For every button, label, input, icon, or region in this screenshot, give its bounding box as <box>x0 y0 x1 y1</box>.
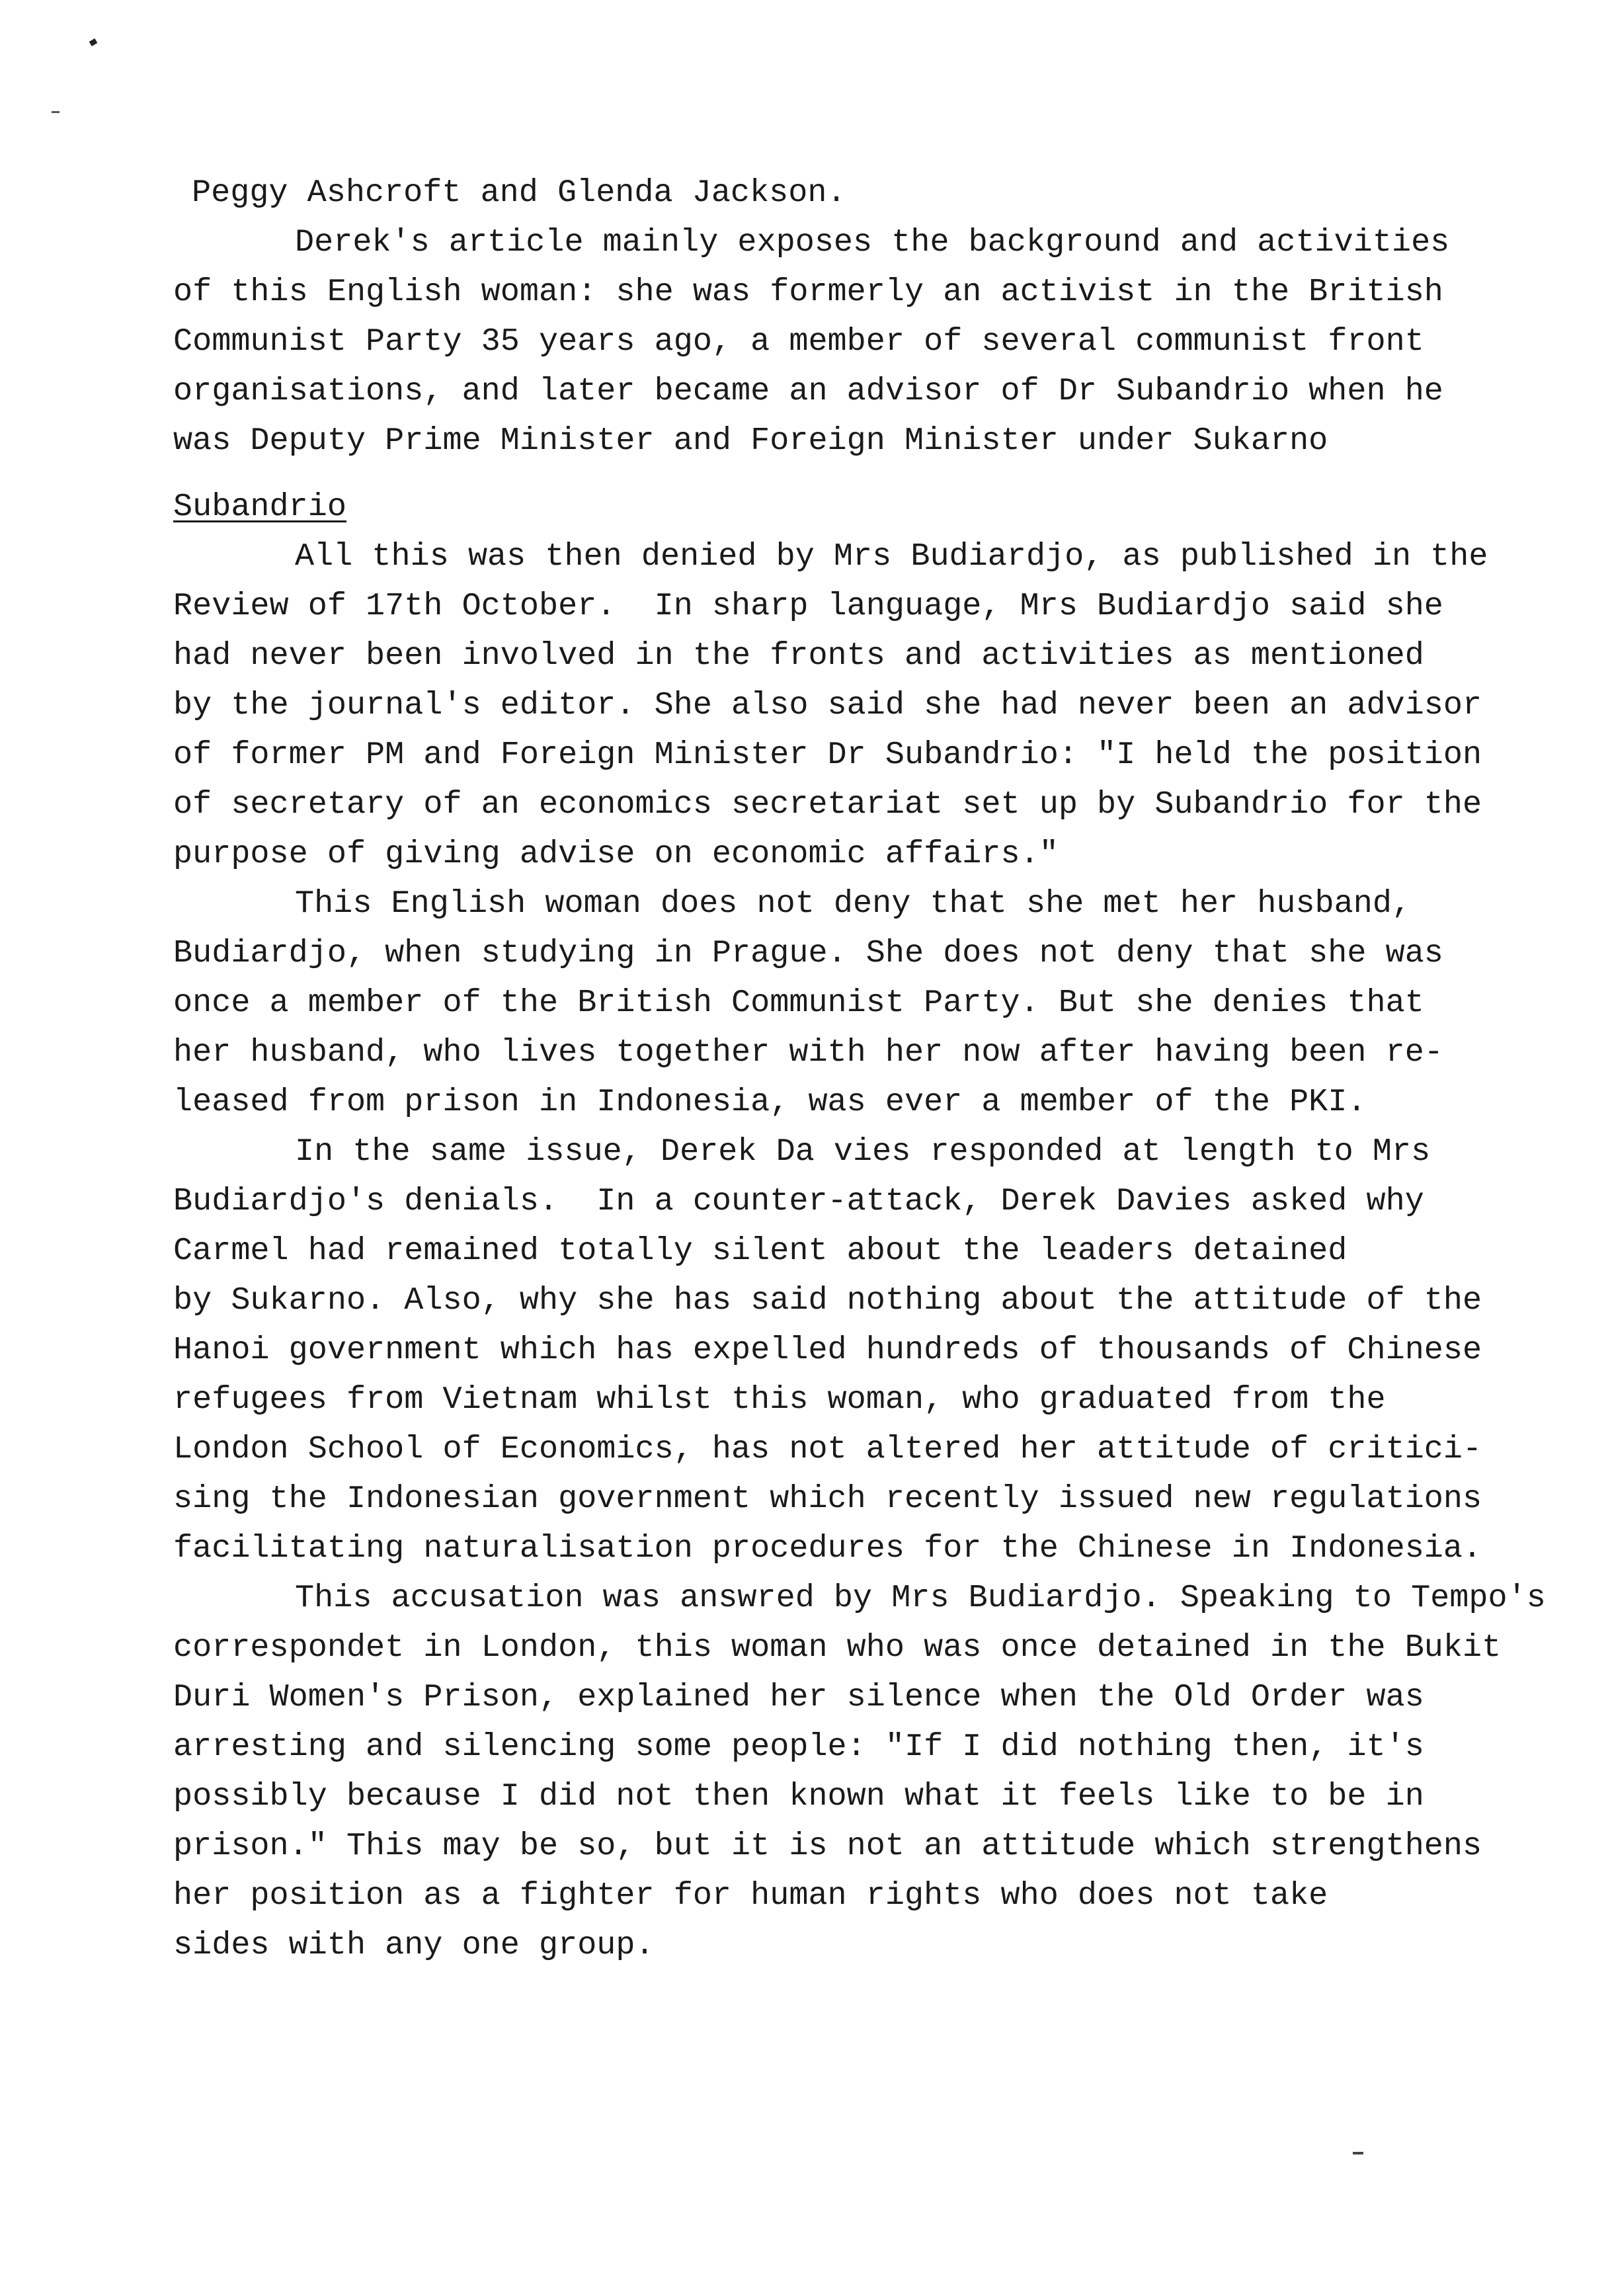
text-line: arresting and silencing some people: "If I did nothing then, it's <box>173 1729 1424 1765</box>
text-line: her position as a fighter for human rights who does not take <box>173 1877 1328 1914</box>
text-line: facilitating naturalisation procedures for the Chinese in Indonesia. <box>173 1530 1482 1567</box>
ink-speck <box>1353 2152 1363 2154</box>
text-line: Carmel had remained totally silent about the leaders detained <box>173 1233 1347 1269</box>
text-line: leased from prison in Indonesia, was ever a member of the PKI. <box>173 1084 1367 1120</box>
text-line: had never been involved in the fronts and activities as mentioned <box>173 637 1424 674</box>
text-line: once a member of the British Communist Party. But she denies that <box>173 985 1424 1021</box>
text-line: prison." This may be so, but it is not an attitude which strengthens <box>173 1828 1482 1864</box>
text-line: possibly because I did not then known what it feels like to be in <box>173 1778 1424 1815</box>
text-line: correspondet in London, this woman who was once detained in the Bukit <box>173 1629 1502 1666</box>
text-line: by Sukarno. Also, why she has said nothing about the attitude of the <box>173 1282 1482 1319</box>
text-line: her husband, who lives together with her now after having been re- <box>173 1034 1443 1071</box>
paragraph-first-line: Derek's article mainly exposes the background and activities <box>295 224 1450 261</box>
text-line: Review of 17th October. In sharp language, Mrs Budiardjo said she <box>173 588 1443 624</box>
text-line: Budiardjo, when studying in Prague. She does not deny that she was <box>173 935 1443 971</box>
text-line: refugees from Vietnam whilst this woman, who graduated from the <box>173 1381 1386 1418</box>
section-heading: Subandrio <box>173 489 346 525</box>
text-line: sides with any one group. <box>173 1927 655 1963</box>
paragraph-first-line: In the same issue, Derek Da vies responded at length to Mrs <box>295 1133 1431 1170</box>
text-line: purpose of giving advise on economic affairs." <box>173 836 1059 872</box>
text-line: sing the Indonesian government which recently issued new regulations <box>173 1481 1482 1517</box>
text-line: London School of Economics, has not altered her attitude of critici- <box>173 1431 1482 1467</box>
ink-speck <box>52 111 60 113</box>
text-line: Peggy Ashcroft and Glenda Jackson. <box>192 175 846 211</box>
text-line: Communist Party 35 years ago, a member of several communist front <box>173 323 1424 360</box>
paragraph-first-line: This English woman does not deny that she met her husband, <box>295 885 1412 922</box>
ink-speck <box>89 38 98 46</box>
text-line: Duri Women's Prison, explained her silence when the Old Order was <box>173 1679 1424 1715</box>
text-line: Hanoi government which has expelled hundreds of thousands of Chinese <box>173 1332 1482 1368</box>
text-line: organisations, and later became an advisor of Dr Subandrio when he <box>173 373 1443 409</box>
paragraph-first-line: This accusation was answred by Mrs Budiardjo. Speaking to Tempo's <box>295 1580 1546 1616</box>
text-line: of secretary of an economics secretariat set up by Subandrio for the <box>173 786 1482 823</box>
text-line: Budiardjo's denials. In a counter-attack, Derek Davies asked why <box>173 1183 1424 1219</box>
text-line: was Deputy Prime Minister and Foreign Minister under Sukarno <box>173 423 1328 459</box>
text-line: of former PM and Foreign Minister Dr Subandrio: "I held the position <box>173 737 1482 773</box>
text-line: of this English woman: she was formerly an activist in the British <box>173 274 1443 310</box>
paragraph-first-line: All this was then denied by Mrs Budiardjo, as published in the <box>295 538 1488 575</box>
text-line: by the journal's editor. She also said she had never been an advisor <box>173 687 1482 723</box>
